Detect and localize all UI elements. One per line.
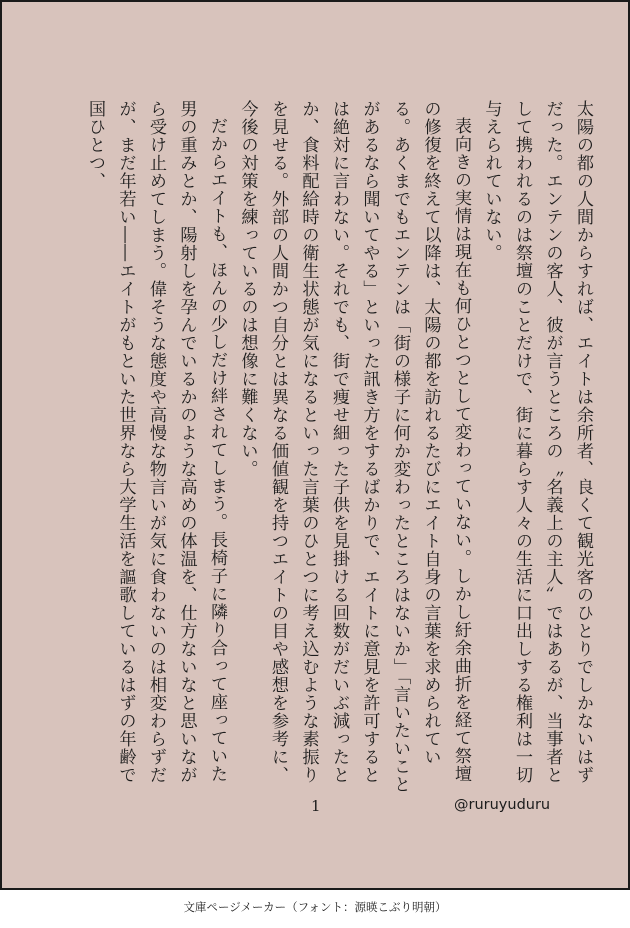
paragraph-3: だからエイトも、ほんの少しだけ絆されてしまう。長椅子に隣り合って座っていた男の重みとか、陽射しを孕んでいるかのような高めの体温を、仕方ないなと思いながら受け止めてしまう。偉そうな態度や高慢な物言いが気に食わないのは相変わらずだが、まだ年若い――エイトがもといた世界なら大学生活を謳歌しているはずの年齢で国ひとつ、 bbox=[85, 100, 227, 784]
footer-caption: 文庫ページメーカー（フォント：源暎こぶり明朝） bbox=[183, 900, 447, 914]
novel-text-body bbox=[80, 100, 599, 800]
author-handle: @ruruyuduru bbox=[454, 797, 551, 813]
page-number: 1 bbox=[311, 797, 321, 815]
paragraph-2: 表向きの実情は現在も何ひとつとして変わっていない。しかし紆余曲折を経て祭壇の修復を終えて以降は、太陽の都を訪れるたびにエイト自身の言葉を求められている。あくまでもエンテンは「街の様子に何か変わったところはないか」「言いたいことがあるなら聞いてやる」といった訊き方をするばかりで、エイトに意見を許可するとは絶対に言わない。それでも、街で痩せ細った子供を見掛ける回数がだいぶ減ったとか、食料配給時の衛生状態が気になるといった言葉のひとつに考え込むような素振りを見せる。外部の人間かつ自分とは異なる価値観を持つエイトの目や感想を参考に、今後の対策を練っているのは想像に難くない。 bbox=[237, 100, 471, 794]
paragraph-1: 太陽の都の人間からすれば、エイトは余所者、良くて観光客のひとりでしかないはずだった。エンテンの客人、彼が言うところの〝名義上の主人〟ではあるが、当事者として携われるのは祭壇のことだけで、街に暮らす人々の生活に口出しする権利は一切与えられていない。 bbox=[481, 100, 593, 784]
